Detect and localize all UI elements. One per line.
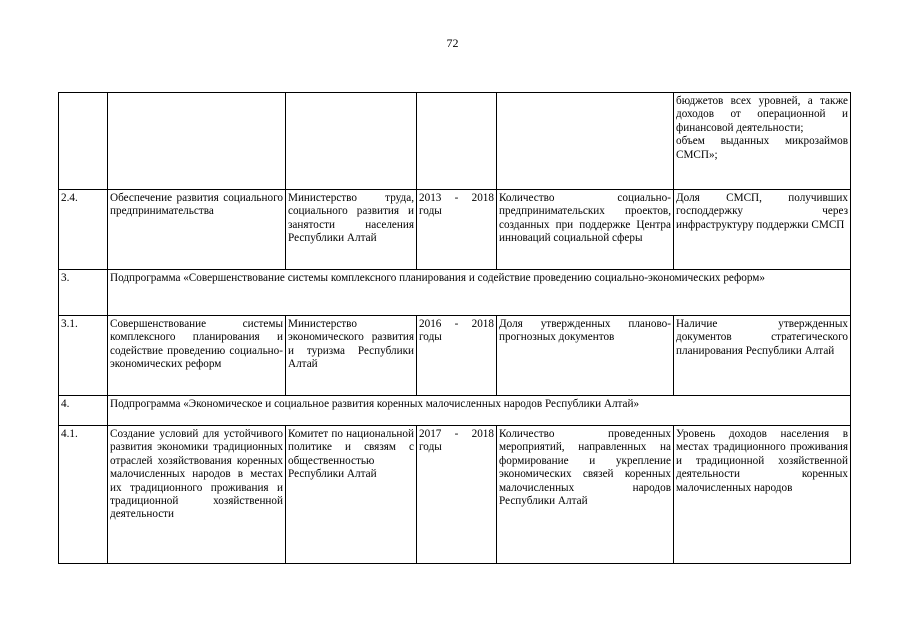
cell-result: бюджетов всех уровней, а также доходов от операционной и финансовой деятельности; объем выданных микрозаймов СМСП»; bbox=[674, 93, 851, 190]
cell-measure bbox=[108, 93, 286, 190]
cell-measure: Создание условий для устойчивого развития экономики традиционных отраслей хозяйствования коренных малочисленных народов в местах их традиционного проживания и традиционной хозяйственной деятельности bbox=[108, 426, 286, 564]
subprogram-title: Подпрограмма «Экономическое и социальное развития коренных малочисленных народов Республики Алтай» bbox=[108, 396, 851, 426]
cell-measure: Обеспечение развития социального предпринимательства bbox=[108, 190, 286, 270]
program-measures-table bbox=[58, 92, 851, 564]
subprogram-title: Подпрограмма «Совершенствование системы комплексного планирования и содействие проведению социально-экономических реформ» bbox=[108, 270, 851, 316]
cell-executor: Министерство труда, социального развития и занятости населения Республики Алтай bbox=[286, 190, 417, 270]
cell-indicator bbox=[497, 93, 674, 190]
cell-indicator: Доля утвержденных планово-прогнозных документов bbox=[497, 316, 674, 396]
table-row-continuation bbox=[59, 93, 851, 190]
cell-measure: Совершенствование системы комплексного планирования и содействие проведению социально-экономических реформ bbox=[108, 316, 286, 396]
cell-executor: Министерство экономического развития и туризма Республики Алтай bbox=[286, 316, 417, 396]
cell-period: 2016 - 2018 годы bbox=[417, 316, 497, 396]
cell-indicator: Количество социально-предпринимательских проектов, созданных при поддержке Центра инноваций социальной сферы bbox=[497, 190, 674, 270]
cell-period: 2013 - 2018 годы bbox=[417, 190, 497, 270]
cell-result: Наличие утвержденных документов стратегического планирования Республики Алтай bbox=[674, 316, 851, 396]
cell-num: 3.1. bbox=[59, 316, 108, 396]
cell-executor: Комитет по национальной политике и связям с общественностью Республики Алтай bbox=[286, 426, 417, 564]
table-row-section-4 bbox=[59, 396, 851, 426]
cell-executor bbox=[286, 93, 417, 190]
cell-num: 2.4. bbox=[59, 190, 108, 270]
page-number: 72 bbox=[446, 36, 459, 50]
cell-num: 4. bbox=[59, 396, 108, 426]
table-row-section-3 bbox=[59, 270, 851, 316]
table-row-2-4 bbox=[59, 190, 851, 270]
cell-result: Уровень доходов населения в местах традиционного проживания и традиционной хозяйственной деятельности коренных малочисленных народов bbox=[674, 426, 851, 564]
table-row-3-1 bbox=[59, 316, 851, 396]
cell-period: 2017 - 2018 годы bbox=[417, 426, 497, 564]
cell-num: 3. bbox=[59, 270, 108, 316]
cell-num: 4.1. bbox=[59, 426, 108, 564]
cell-period bbox=[417, 93, 497, 190]
table-row-4-1 bbox=[59, 426, 851, 564]
cell-num bbox=[59, 93, 108, 190]
cell-indicator: Количество проведенных мероприятий, направленных на формирование и укрепление экономических связей коренных малочисленных народов Республики Алтай bbox=[497, 426, 674, 564]
cell-result: Доля СМСП, получивших господдержку через инфраструктуру поддержки СМСП bbox=[674, 190, 851, 270]
